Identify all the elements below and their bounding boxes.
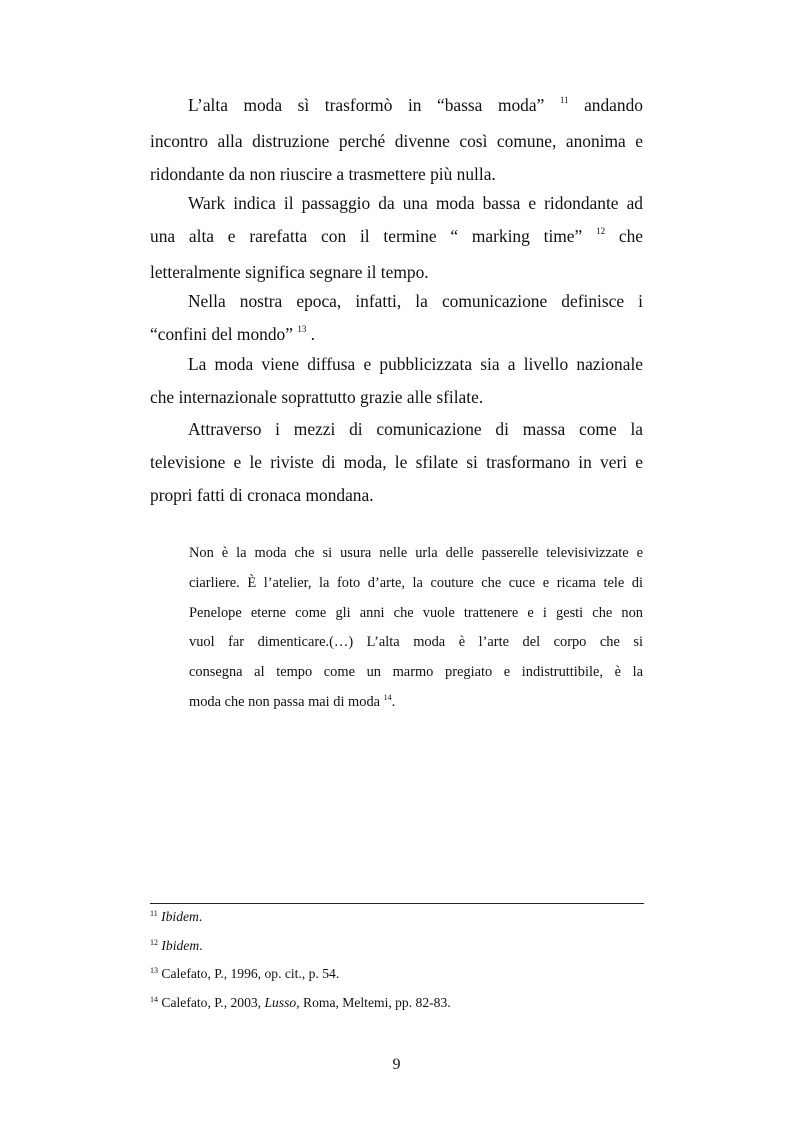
quote-line: moda che non passa mai di moda $^{14}$. [189, 692, 396, 710]
footnote-14: $^{14}$ Calefato, P., 2003, Lusso, Roma, Meltemi, pp. 82-83. [150, 994, 451, 1010]
footnote-ref-14[interactable]: 14 [383, 692, 392, 702]
paragraph-4 [150, 348, 643, 414]
footnote-11: $^{11}$ Ibidem. [150, 909, 203, 924]
paragraph-line: Attraverso i mezzi di comunicazione di massa come la [188, 419, 643, 439]
paragraph-line: ridondante da non riuscire a trasmettere più nulla. [150, 163, 496, 184]
paragraph-line: incontro alla distruzione perché divenne così comune, anonima e [150, 130, 643, 151]
page-number: 9 [392, 1056, 401, 1073]
footnote-ref-12[interactable]: 12 [596, 225, 606, 236]
paragraph-line: La moda viene diffusa e pubblicizzata sia a livello nazionale [188, 354, 643, 374]
paragraph-5 [150, 413, 643, 511]
footnote-13: $^{13}$ Calefato, P., 1996, op. cit., p. 54. [150, 966, 340, 981]
quote-line: vuol far dimenticare.(…) L’alta moda è l’arte del corpo che si [189, 634, 643, 651]
paragraph-line: propri fatti di cronaca mondana. [150, 484, 374, 505]
quote-line: consegna al tempo come un marmo pregiato e indistruttibile, è la [189, 664, 643, 681]
paragraph-3 [150, 285, 643, 354]
block-quote [189, 539, 643, 719]
paragraph-line: L’alta moda sì trasformò in “bassa moda” $^{11}$ andando [188, 95, 643, 115]
paragraph-line: una alta e rarefatta con il termine “ marking time” $^{12}$ che [150, 225, 643, 246]
paragraph-1 [150, 89, 643, 190]
quote-line: Non è la moda che si usura nelle urla delle passerelle televisivizzate e [189, 545, 643, 561]
quote-line: Penelope eterne come gli anni che vuole trattenere e i gesti che non [189, 604, 643, 621]
paragraph-line: Nella nostra epoca, infatti, la comunicazione definisce i [188, 291, 643, 311]
paragraph-line: televisione e le riviste di moda, le sfilate si trasformano in veri e [150, 451, 643, 472]
paragraph-line: che internazionale soprattutto grazie alle sfilate. [150, 386, 484, 407]
footnote-ref-13[interactable]: 13 [297, 323, 307, 334]
footnote-12: $^{12}$ Ibidem. [150, 937, 203, 953]
footnotes [150, 904, 644, 1018]
paragraph-2 [150, 187, 643, 288]
paragraph-line: Wark indica il passaggio da una moda bassa e ridondante ad [188, 193, 643, 213]
quote-line: ciarliere. È l’atelier, la foto d’arte, la couture che cuce e ricama tele di [189, 574, 643, 591]
paragraph-line: letteralmente significa segnare il tempo. [150, 261, 429, 282]
footnote-ref-11[interactable]: 11 [559, 95, 569, 105]
paragraph-line: “confini del mondo” $^{13}$ . [150, 323, 316, 344]
